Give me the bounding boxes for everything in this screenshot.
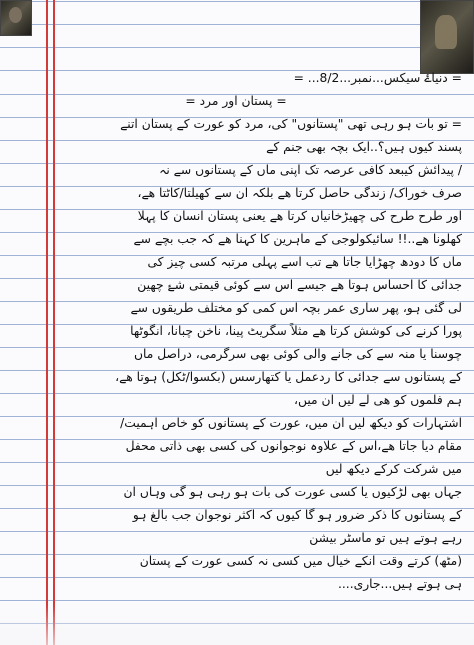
text-line: رہے ہوتے ہیں تو ماسٹر بیشن xyxy=(309,531,462,545)
text-line: جدائی کا احساس ہوتا ھے جیسے اس سے کوئی قیمتی شۓ چھین xyxy=(137,278,462,292)
text-line: (مٹھ) کرتے وقت انکے خیال میں کسی نہ کسی عورت کے پستان xyxy=(139,554,462,568)
text-line: جہاں بھی لڑکیوں یا کسی عورت کی بات ہو رہی ہو گی وہاں ان xyxy=(123,485,462,499)
subtitle-line: = پستان اور مرد = xyxy=(185,94,287,108)
text-line: پسند کیوں ہیں؟..ایک بچہ بھی جنم کے xyxy=(266,140,462,154)
text-line: لی گئی ہو، پھر ساری عمر بچہ اس کمی کو مختلف طریقوں سے xyxy=(130,301,462,315)
text-line: / پیدائش کیبعد کافی عرصہ تک اپنی ماں کے پستانوں سے نہ xyxy=(159,163,462,177)
text-line: صرف خوراک/ زندگی حاصل کرتا ھے بلکہ ان سے کھیلتا/کاٹتا ھے، xyxy=(137,186,462,200)
profile-photo-left xyxy=(0,0,32,36)
text-line: کے پستانوں سے جدائی کا ردعمل یا کتھارسس (بکسوا/ٹکل) ہوتا ھے، xyxy=(115,370,462,384)
text-line: اور طرح طرح کی چھیڑخانیاں کرتا ھے یعنی پستان انسان کا پہلا xyxy=(137,209,462,223)
text-line: میں شرکت کرکے دیکھ لیں xyxy=(325,462,462,476)
profile-photo-right xyxy=(420,0,474,74)
title-line: = دنیاۓ سیکس...نمبر...8/2... = xyxy=(293,71,462,85)
text-line: پورا کرنے کی کوشش کرتا ھے مثلاً سگریٹ پینا، ناخن چبانا، انگوٹھا xyxy=(130,324,462,338)
text-line: اشتہارات کو دیکھ لیں ان میں، عورت کے پستانوں کو خاص اہمیت/ xyxy=(120,416,462,430)
text-line: چوسنا یا منہ سے کی جانے والی کوئی بھی سرگرمی، دراصل ماں xyxy=(133,347,462,361)
text-line: کے پستانوں کا ذکر ضرور ہو گا کیوں کہ اکثر نوجوان جب بالغ ہو xyxy=(132,508,462,522)
text-line: ہی ہوتے ہیں...جاری.... xyxy=(337,577,462,591)
handwritten-text xyxy=(10,67,462,596)
text-line: = تو بات ہو رہی تھی "پستانوں" کی، مرد کو عورت کے پستان اتنے xyxy=(120,117,462,131)
text-line: مقام دیا جاتا ھے،اس کے علاوہ نوجوانوں کی کسی بھی ذاتی محفل xyxy=(125,439,462,453)
text-line: کھلونا ھے..!! سائیکولوجی کے ماہرین کا کہنا ھے کہ جب بچے سے xyxy=(133,232,462,246)
text-line: ماں کا دودھ چھڑایا جاتا ھے تب اسے پہلی مرتبہ کسی چیز کی xyxy=(147,255,462,269)
page-shadow xyxy=(0,605,474,645)
text-line: ہم فلموں کو ھی لے لیں ان میں، xyxy=(294,393,462,407)
